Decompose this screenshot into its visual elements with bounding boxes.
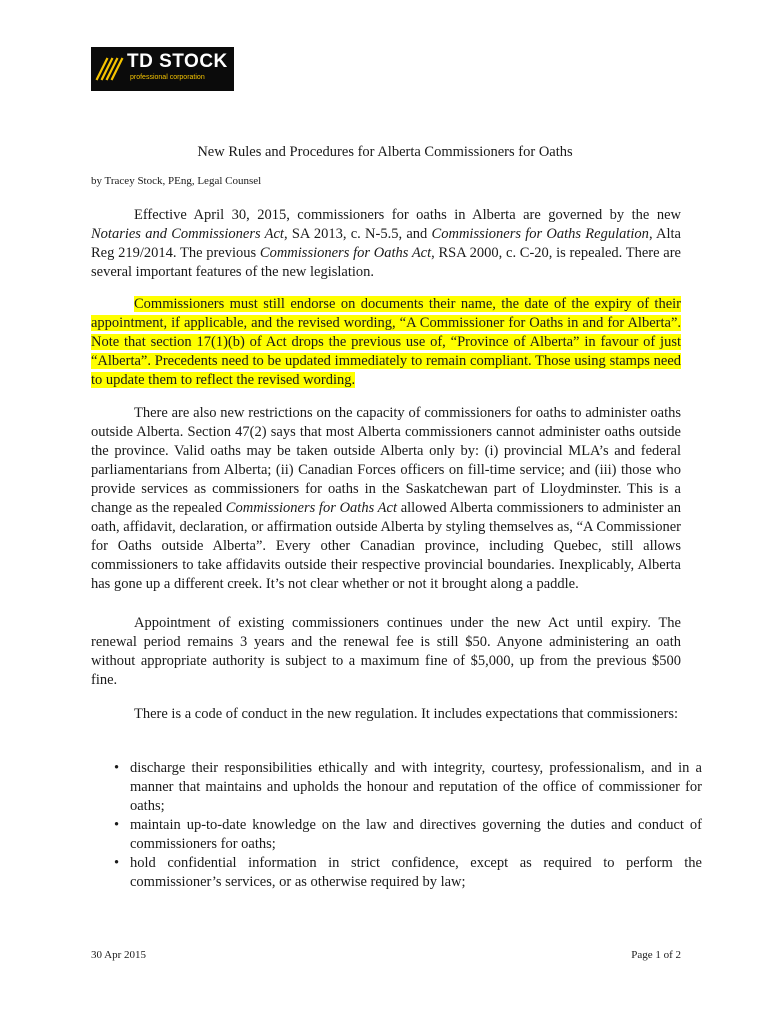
logo-name: TD STOCK — [127, 51, 228, 72]
list-item: • hold confidential information in strict confidence, except as required to perform the commissioner’s services, or as otherwise required by law; — [130, 854, 702, 892]
footer-date: 30 Apr 2015 — [91, 949, 146, 961]
document-title: New Rules and Procedures for Alberta Commissioners for Oaths — [197, 144, 573, 160]
paragraph-effective-date: Effective April 30, 2015, commissioners for oaths in Alberta are governed by the new Notaries and Commissioners Act, SA 2013, c. N-5.5, and Commissioners for Oaths Regulation, Alta Reg 219/2014. The previous Commissioners for Oaths Act, RSA 2000, c. C-20, is repealed. There are several important features of the new legislation. — [91, 207, 681, 280]
conduct-bullet-list — [109, 759, 702, 892]
logo-stripes-icon — [95, 53, 127, 83]
paragraph-appointment: Appointment of existing commissioners continues under the new Act until expiry. The renewal period remains 3 years and the renewal fee is still $50. Anyone administering an oath without appropriate authority is subject to a maximum fine of $5,000, up from the previous $500 fine. — [91, 615, 681, 688]
paragraph-code-of-conduct: There is a code of conduct in the new regulation. It includes expectations that commissioners: — [134, 706, 678, 722]
logo-subtitle: professional corporation — [130, 74, 205, 81]
footer-page-number: Page 1 of 2 — [631, 949, 681, 961]
paragraph-restrictions: There are also new restrictions on the capacity of commissioners for oaths to administer oaths outside Alberta. Section 47(2) says that most Alberta commissioners cannot administer oaths outside the province. Valid oaths may be taken outside Alberta only by: (i) provincial MLA’s and federal parliamentarians from Alberta; (ii) Canadian Forces officers on fill-time service; and (iii) those who provide services as commissioners for oaths in the Saskatchewan part of Lloydminster. This is a change as the repealed Commissioners for Oaths Act allowed Alberta commissioners to administer an oath, affidavit, declaration, or affirmation outside Alberta by styling themselves as, “A Commissioner for Oaths outside Alberta”. Every other Canadian province, including Quebec, still allows commissioners to take affidavits outside their respective provincial boundaries. Inexplicably, Alberta has gone up a different creek. It’s not clear whether or not it brought along a paddle. — [91, 405, 681, 592]
paragraph-endorsement — [91, 295, 681, 390]
company-logo — [91, 47, 234, 91]
list-item: • discharge their responsibilities ethically and with integrity, courtesy, professionalism, and in a manner that maintains and upholds the honour and reputation of the office of commissioner for oaths; — [130, 759, 702, 816]
byline: by Tracey Stock, PEng, Legal Counsel — [91, 175, 262, 187]
list-item: • maintain up-to-date knowledge on the law and directives governing the duties and conduct of commissioners for oaths; — [130, 816, 702, 854]
highlighted-text: Commissioners must still endorse on documents their name, the date of the expiry of their appointment, if applicable, and the revised wording, “A Commissioner for Oaths in and for Alberta”. Note that section 17(1)(b) of Act drops the previous use of, “Province of Alberta” in favour of just “Alberta”. Precedents need to be updated immediately to remain compliant. Those using stamps need to update them to reflect the revised wording. — [91, 296, 681, 388]
